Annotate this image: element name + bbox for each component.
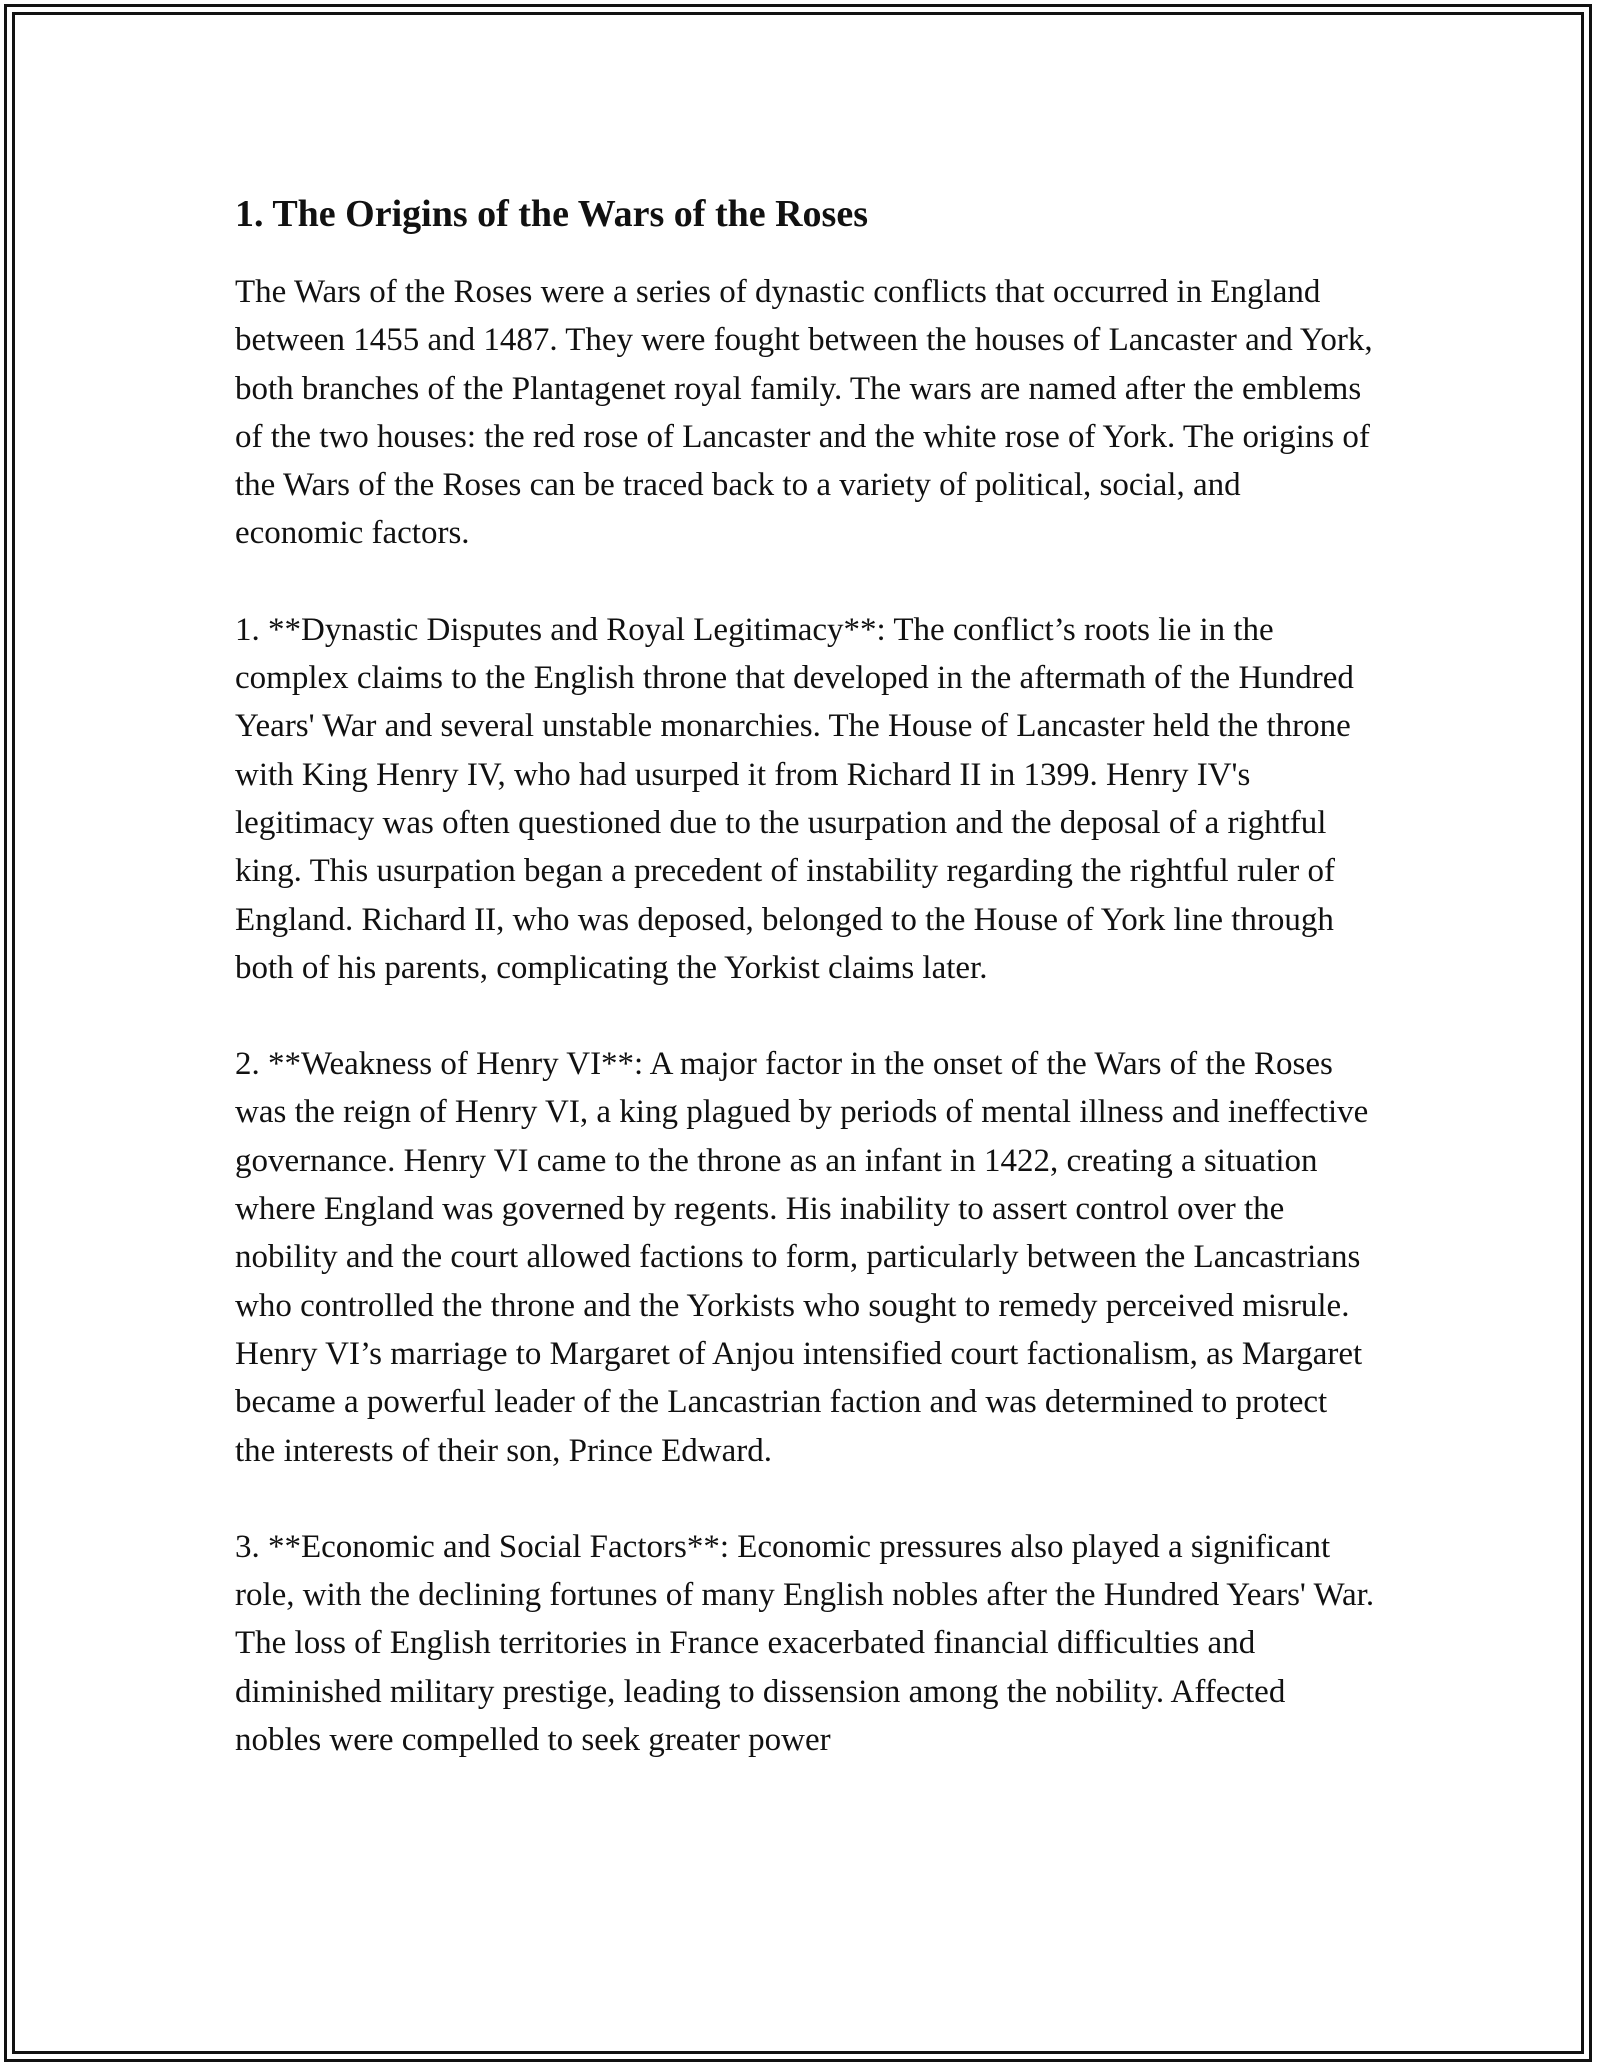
paragraph-dynastic-disputes: 1. **Dynastic Disputes and Royal Legitimacy**: The conflict’s roots lie in the complex claims to the English throne that developed in the aftermath of the Hundred Years' War and several unstable monarchies. The House of Lancaster held the throne with King Henry IV, who had usurped it from Richard II in 1399. Henry IV's legitimacy was often questioned due to the usurpation and the deposal of a rightful king. This usurpation began a precedent of instability regarding the rightful ruler of England. Richard II, who was deposed, belonged to the House of York line through both of his parents, complicating the Yorkist claims later. (235, 611, 1354, 986)
section-heading: 1. The Origins of the Wars of the Roses (235, 193, 868, 235)
paragraph-economic-social: 3. **Economic and Social Factors**: Economic pressures also played a significant role, with the declining fortunes of many English nobles after the Hundred Years' War. The loss of English territories in France exacerbated financial difficulties and diminished military prestige, leading to dissension among the nobility. Affected nobles were compelled to seek greater power (235, 1528, 1375, 1759)
paragraph-weakness-henry-vi: 2. **Weakness of Henry VI**: A major factor in the onset of the Wars of the Roses was the reign of Henry VI, a king plagued by periods of mental illness and ineffective governance. Henry VI came to the throne as an infant in 1422, creating a situation where England was governed by regents. His inability to assert control over the nobility and the court allowed factions to form, particularly between the Lancastrians who controlled the throne and the Yorkists who sought to remedy perceived misrule. Henry VI’s marriage to Margaret of Anjou intensified court factionalism, as Margaret became a powerful leader of the Lancastrian faction and was determined to protect the interests of their son, Prince Edward. (235, 1046, 1369, 1469)
intro-paragraph: The Wars of the Roses were a series of dynastic conflicts that occurred in England between 1455 and 1487. They were fought between the houses of Lancaster and York, both branches of the Plantagenet royal family. The wars are named after the emblems of the two houses: the red rose of Lancaster and the white rose of York. The origins of the Wars of the Roses can be traced back to a variety of political, social, and economic factors. (235, 274, 1373, 552)
document-body (235, 190, 1375, 1764)
